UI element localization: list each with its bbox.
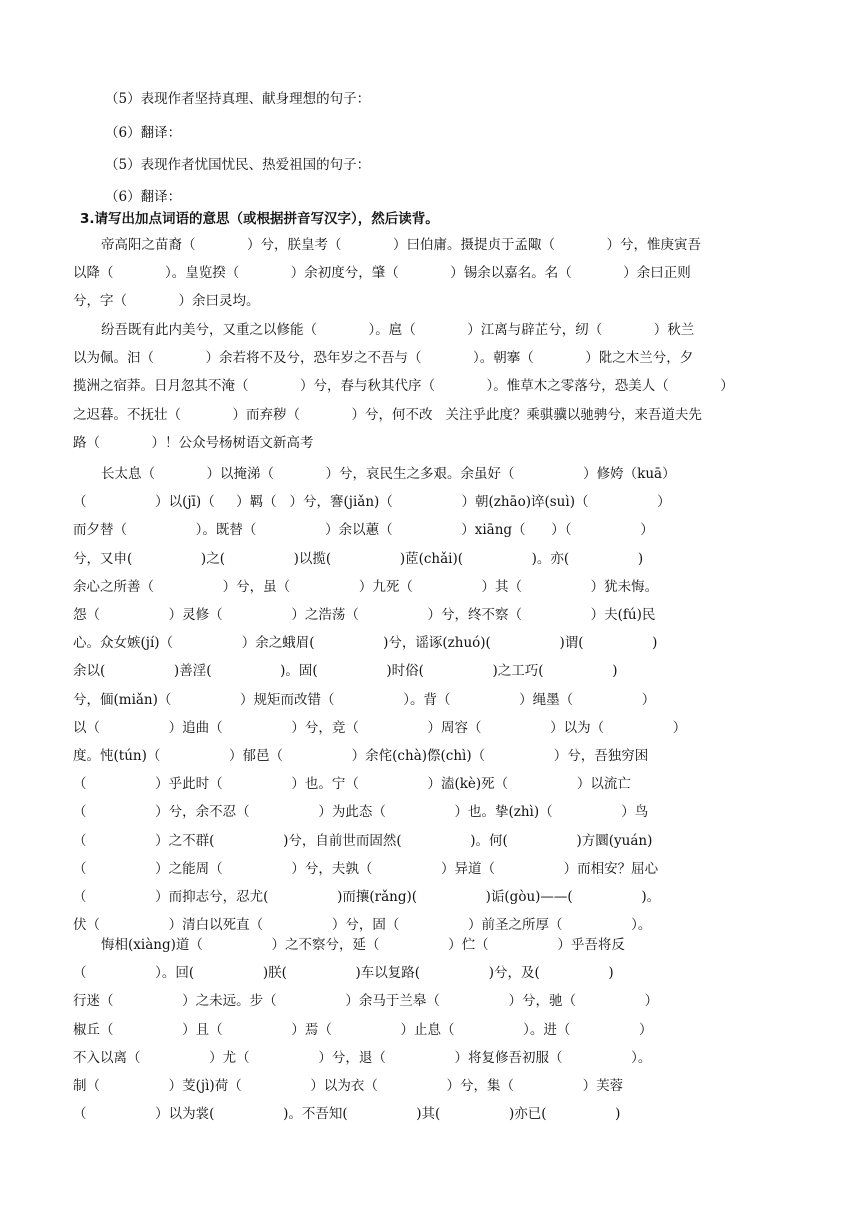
text-line: 伏（ ）清白以死直（ ）兮，固（ ）前圣之所厚（ ）。 [73, 917, 652, 933]
prompt-line: （5）表现作者忧国忧民、热爱祖国的句子： [105, 157, 371, 173]
prompt-line: （5）表现作者坚持真理、献身理想的句子： [105, 91, 371, 107]
text-line: 兮，字（ ）余曰灵均。 [73, 293, 260, 309]
text-line: 兮，又申( )之( )以揽( )茝(chǎi)( )。亦( ) [73, 551, 644, 567]
prompt-line: （6）翻译： [105, 189, 182, 205]
text-line: 心。众女嫉(jí)（ ）余之蛾眉( )兮，谣诼(zhuó)( )谓( ) [73, 635, 658, 651]
text-line: 以（ ）追曲（ ）兮，竞（ ）周容（ ）以为（ ） [73, 720, 687, 736]
text-line: （ ）以为裳( )。不吾知( )其( )亦已( ) [73, 1106, 621, 1122]
text-line: 兮，偭(miǎn)（ ）规矩而改错（ ）。背（ ）绳墨（ ） [73, 692, 656, 708]
text-line: 椒丘（ ）且（ ）焉（ ）止息（ ）。进（ ） [73, 1022, 653, 1038]
text-line: 制（ ）芰(jì)荷（ ）以为衣（ ）兮，集（ ）芙蓉 [73, 1078, 624, 1094]
text-line: （ ）乎此时（ ）也。宁（ ）溘(kè)死（ ）以流亡 [73, 776, 631, 792]
text-line: （ ）。回( )朕( )车以复路( )兮，及( ) [73, 965, 614, 981]
text-line: 余以( )善淫( )。固( )时俗( )之工巧( ) [73, 663, 618, 679]
text-line: 路（ ）！公众号杨树语文新高考 [73, 435, 314, 451]
text-line: （ ）以(jī)（ ）羁（ ）兮，謇(jiǎn)（ ）朝(zhāo)谇(suì)（ ） [73, 494, 671, 510]
text-line: 而夕替（ ）。既替（ ）余以蕙（ ）xiāng（ ）（ ） [73, 522, 654, 538]
text-line: 纷吾既有此内美兮，又重之以修能（ ）。扈（ ）江离与辟芷兮，纫（ ）秋兰 [101, 322, 695, 338]
text-line: 怨（ ）灵修（ ）之浩荡（ ）兮，终不察（ ）夫(fú)民 [73, 607, 656, 623]
text-line: （ ）之能周（ ）兮，夫孰（ ）异道（ ）而相安？屈心 [73, 861, 659, 877]
text-line: （ ）之不群( )兮，自前世而固然( )。何( )方圜(yuán) [73, 833, 653, 849]
prompt-line: （6）翻译： [105, 125, 182, 141]
text-line: 帝高阳之苗裔（ ）兮，朕皇考（ ）曰伯庸。摄提贞于孟陬（ ）兮，惟庚寅吾 [101, 237, 701, 253]
text-line: 长太息（ ）以掩涕（ ）兮，哀民生之多艰。余虽好（ ）修姱（kuā） [101, 466, 676, 482]
text-line: 悔相(xiàng)道（ ）之不察兮，延（ ）伫（ ）乎吾将反 [101, 937, 625, 953]
text-line: （ ）而抑志兮，忍尤( )而攘(rǎng)( )诟(gòu)——( )。 [73, 889, 661, 905]
text-line: 行迷（ ）之未远。步（ ）余马于兰皋（ ）兮，驰（ ） [73, 993, 659, 1009]
text-line: 以为佩。汩（ ）余若将不及兮，恐年岁之不吾与（ ）。朝搴（ ）阰之木兰兮，夕 [73, 350, 694, 366]
text-line: 揽洲之宿莽。日月忽其不淹（ ）兮，春与秋其代序（ ）。惟草木之零落兮，恐美人（ ） [73, 378, 734, 394]
text-line: （ ）兮，余不忍（ ）为此态（ ）也。挚(zhì)（ ）鸟 [73, 804, 649, 820]
text-line: 以降（ ）。皇览揆（ ）余初度兮，肇（ ）锡余以嘉名。名（ ）余曰正则 [73, 265, 691, 281]
text-line: 之迟暮。不抚壮（ ）而弃秽（ ）兮，何不改 关注乎此度？乘骐骥以驰骋兮，来吾道夫先 [73, 407, 702, 423]
text-line: 度。忳(tún)（ ）郁邑（ ）余侘(chà)傺(chì)（ ）兮，吾独穷困 [73, 748, 649, 764]
text-line: 不入以离（ ）尤（ ）兮，退（ ）将复修吾初服（ ）。 [73, 1050, 652, 1066]
text-line: 余心之所善（ ）兮，虽（ ）九死（ ）其（ ）犹未悔。 [73, 579, 659, 595]
section-3-heading: 3.请写出加点词语的意思（或根据拼音写汉字），然后读背。 [80, 211, 439, 227]
